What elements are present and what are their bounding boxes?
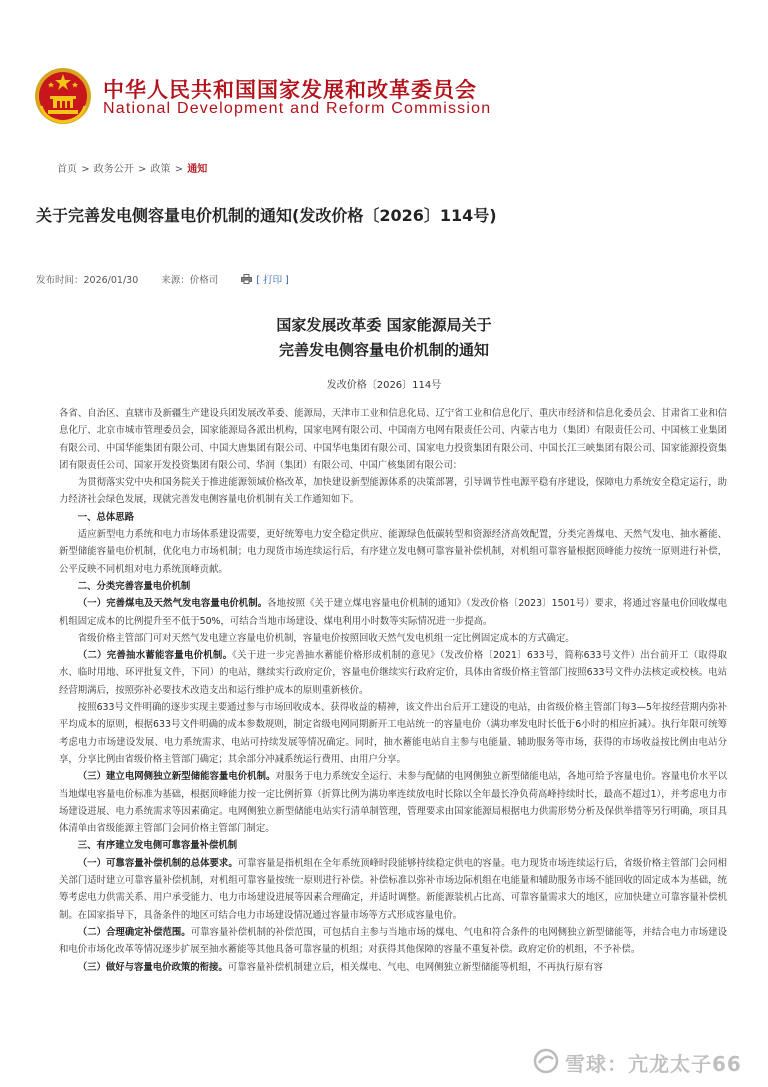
section-heading: 三、有序建立发电侧可靠容量补偿机制 [77,840,238,852]
page-title: 关于完善发电侧容量电价机制的通知(发改价格〔2026〕114号) [36,206,497,225]
breadcrumb-separator: > [137,164,147,175]
subsection-heading: （三）建立电网侧独立新型储能容量电价机制。 [77,771,276,783]
paragraph [59,647,727,699]
print-label: [ 打印 ] [256,275,289,286]
source: 来源：价格司 [161,275,219,286]
paragraph-text: 可靠容量补偿机制建立后，相关煤电、气电、电网侧独立新型储能等机组，不再执行原有容 [227,961,603,973]
breadcrumb-public-affairs[interactable]: 政务公开 [93,164,134,175]
paragraph [59,855,727,924]
org-name-cn: 中华人民共和国国家发展和改革委员会 [103,78,477,102]
paragraph [59,768,727,837]
intro-paragraph: 为贯彻落实党中央和国务院关于推进能源领域价格改革，加快建设新型能源体系的决策部署，引导调节性电源平稳有序建设，保障电力系统安全稳定运行，助力经济社会绿色发展，现就完善发电侧容量电价机制有关工作通知如下。 [59,477,727,506]
subsection-heading: （一）可靠容量补偿机制的总体要求。 [77,857,238,869]
site-header [0,0,768,140]
breadcrumb-separator: > [81,164,90,175]
publish-date: 发布时间：2026/01/30 [36,275,139,286]
document-title-line2: 完善发电侧容量电价机制的通知 [278,341,489,359]
national-emblem-icon[interactable] [33,66,93,126]
section-heading: 二、分类完善容量电价机制 [77,580,191,592]
breadcrumb-current[interactable]: 通知 [187,164,208,175]
subsection-heading: （三）做好与容量电价政策的衔接。 [77,961,228,973]
subsection-heading: （二）完善抽水蓄能容量电价机制。 [77,650,233,662]
paragraph-text: 《关于进一步完善抽水蓄能价格形成机制的意见》（发改价格〔2021〕633号，简称633号文件）出台前开工（取得取水、临时用地、环评批复文件，下同）的电站，继续实行政府定价，容量电价继续实行政府定价，具体由省级价格主管部门按照633号文件办法核定或校核。电站经营期满后，按照弥补必要技术改造支出和运行维护成本的原则重新核价。 [59,650,727,696]
section-heading: 一、总体思路 [77,511,135,523]
paragraph: 适应新型电力系统和电力市场体系建设需要，更好统筹电力安全稳定供应、能源绿色低碳转型和资源经济高效配置，分类完善煤电、天然气发电、抽水蓄能、新型储能容量电价机制，优化电力市场机制；电力现货市场连续运行后，有序建立发电侧可靠容量补偿机制，对机组可靠容量根据顶峰能力按统一原则进行补偿，公平反映不同机组对电力系统顶峰贡献。 [59,529,727,575]
org-name-en: National Development and Reform Commission [103,100,492,117]
paragraph [59,595,727,630]
breadcrumb-separator: > [174,164,184,175]
printer-icon [241,274,252,284]
document-number: 发改价格〔2026〕114号 [326,380,442,391]
breadcrumb-policy[interactable]: 政策 [150,164,171,175]
breadcrumb-home[interactable]: 首页 [57,164,77,175]
xueqiu-logo-icon [533,1048,559,1074]
breadcrumb [57,160,207,175]
watermark [533,1046,758,1076]
paragraph: 省级价格主管部门可对天然气发电建立容量电价机制，容量电价按照回收天然气发电机组一定比例固定成本的方式确定。 [77,632,575,644]
paragraph [59,924,727,959]
addressees: 各省、自治区、直辖市及新疆生产建设兵团发展改革委、能源局，天津市工业和信息化局、辽宁省工业和信息化厅、重庆市经济和信息化委员会、甘肃省工业和信息化厅、北京市城市管理委员会，国家能源局各派出机构，国家电网有限公司、中国南方电网有限责任公司、内蒙古电力（集团）有限责任公司、中国核工业集团有限公司、中国华能集团有限公司、中国大唐集团有限公司、中国华电集团有限公司、国家电力投资集团有限公司、中国长江三峡集团有限公司、国家能源投资集团有限责任公司、国家开发投资集团有限公司、华润（集团）有限公司、中国广核集团有限公司： [59,408,727,471]
paragraph [59,959,727,976]
paragraph-text: 对服务于电力系统安全运行、未参与配储的电网侧独立新型储能电站，各地可给予容量电价。容量电价水平以当地煤电容量电价标准为基础，根据顶峰能力按一定比例折算（折算比例为满功率连续放电时长除以全年最长净负荷高峰持续时长，最高不超过1），并考虑电力市场建设进展、电力系统需求等因素确定。电网侧独立新型储能电站实行清单制管理，管理要求由国家能源局根据电力供需形势分析及保供举措等另行明确，项目具体清单由省级能源主管部门会同价格主管部门制定。 [59,771,727,835]
paragraph-text: 可靠容量是指机组在全年系统顶峰时段能够持续稳定供电的容量。电力现货市场连续运行后，省级价格主管部门会同相关部门适时建立可靠容量补偿机制，对机组可靠容量按统一原则进行补偿。补偿标准以弥补市场边际机组在电能量和辅助服务市场不能回收的固定成本为基础，统筹考虑电力供需关系、用户承受能力、电力市场建设进展等因素合理确定，并适时调整。新能源装机占比高、可靠容量需求大的地区，应加快建立可靠容量补偿机制。在国家指导下，具备条件的地区可结合电力市场建设情况通过容量市场等方式形成容量电价。 [59,857,727,921]
document-body [59,405,727,976]
print-button[interactable] [241,272,288,286]
subsection-heading: （一）完善煤电及天然气发电容量电价机制。 [77,598,268,610]
paragraph: 按照633号文件明确的逐步实现主要通过参与市场回收成本、获得收益的精神，该文件出台后开工建设的电站，由省级价格主管部门每3—5年按经营期内弥补平均成本的原则，根据633号文件明确的成本参数规则，制定省级电网同期新开工电站统一的容量电价（满功率发电时长低于6小时的相应折减）。执行年限可统筹考虑电力市场建设发展、电力系统需求、电站可持续发展等情况确定。同时，抽水蓄能电站自主参与电能量、辅助服务等市场，获得的市场收益按比例由电站分享，分享比例由省级价格主管部门确定；其余部分冲减系统运行费用、由用户分享。 [59,702,727,765]
subsection-heading: （二）合理确定补偿范围。 [77,926,191,938]
article-meta [36,272,289,286]
document-title-line1: 国家发展改革委 国家能源局关于 [276,316,492,334]
watermark-text: 雪球：亢龙太子66 [565,1052,742,1076]
paragraph-text: 可靠容量补偿机制的补偿范围，可包括自主参与当地市场的煤电、气电和符合条件的电网侧独立新型储能等，并结合电力市场建设和电价市场化改革等情况逐步扩展至抽水蓄能等其他具备可靠容量的机组；对获得其他保障的容量不重复补偿。政府定价的机组，不予补偿。 [59,926,727,956]
paragraph-text: 各地按照《关于建立煤电容量电价机制的通知》（发改价格〔2023〕1501号）要求，将通过容量电价回收煤电机组固定成本的比例提升至不低于50%，可结合当地市场建设、煤电利用小时数等实际情况进一步提高。 [59,598,727,627]
